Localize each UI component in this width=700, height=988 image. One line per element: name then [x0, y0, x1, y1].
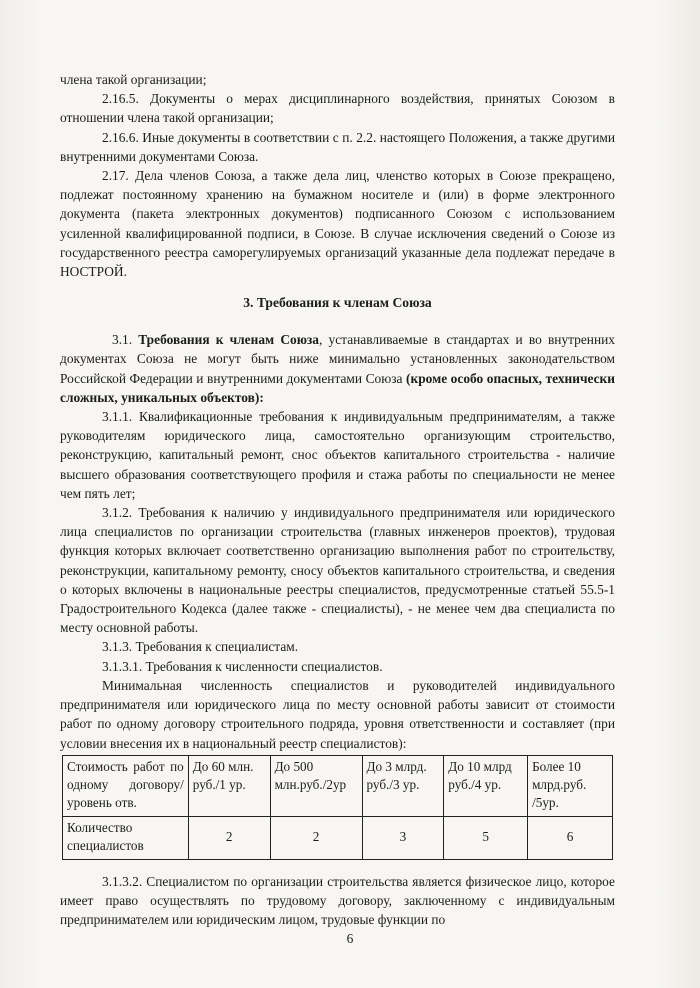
paragraph-3-1-bold-exception: (кроме особо опасных, технически сложных, уникальных объектов): [60, 370, 615, 405]
specialists-table [62, 755, 613, 860]
paragraph-2-16-5: 2.16.5. Документы о мерах дисциплинарного воздействия, принятых Союзом в отношении члена такой организации; [60, 91, 615, 126]
section-title: 3. Требования к членам Союза [243, 295, 432, 311]
table-header-cell: До 10 млрд руб./4 ур. [444, 755, 528, 816]
paragraph-2-17: 2.17. Дела членов Союза, а также дела лиц, членство которых в Союзе прекращено, подлежат постоянному хранению на бумажном носителе и (или) в форме электронного документа (пакета электронных документов) подписанного Союзом с использованием усиленной квалифицированной подписи, в Союзе. В случае исключения сведений о Союзе из государственного реестра саморегулируемых организаций указанные дела подлежат передаче в НОСТРОЙ. [60, 168, 615, 280]
table-cell: 2 [270, 816, 362, 859]
paragraph-3-1-1: 3.1.1. Квалификационные требования к индивидуальным предпринимателям, а также руководителям юридического лица, самостоятельно организующим строительство, реконструкцию, капитальный ремонт, снос объектов капитального строительства - наличие высшего образования соответствующего профиля и стажа работы по специальности не менее чем пять лет; [60, 409, 615, 501]
paragraph-3-1-number: 3.1. [112, 332, 133, 348]
paragraph-3-1-bold-title: Требования к членам Союза [138, 332, 320, 348]
paragraph-3-1-text: , устанавливаемые в стандартах и во внутренних документах Союза не могут быть ниже минимально установленных законодательством Российской Федерации и внутренними документами Союза [60, 332, 615, 386]
table-cell: 6 [528, 816, 613, 859]
table-header-cell: Стоимость работ по одному договору/ уровень отв. [63, 755, 189, 816]
paragraph-continuation: члена такой организации; [60, 72, 207, 87]
page-number: 6 [346, 931, 354, 946]
paragraph-3-1 [60, 330, 615, 407]
table-header-cell: Более 10 млрд.руб. /5ур. [528, 755, 613, 816]
table-header-cell: До 60 млн. руб./1 ур. [188, 755, 270, 816]
document-body [60, 70, 615, 929]
table-cell: 3 [362, 816, 444, 859]
paragraph-3-1-3: 3.1.3. Требования к специалистам. [102, 639, 299, 655]
paragraph-2-16-6: 2.16.6. Иные документы в соответствии с п. 2.2. настоящего Положения, а также другими внутренними документами Союза. [60, 129, 615, 164]
paragraph-min-count: Минимальная численность специалистов и руководителей индивидуального предпринимателя или юридического лица по месту основной работы зависит от стоимости работ по одному договору строительного подряда, уровня ответственности и составляет (при условии внесения их в национальный реестр специалистов): [60, 677, 615, 751]
paragraph-3-1-3-1: 3.1.3.1. Требования к численности специалистов. [102, 658, 383, 674]
table-row [63, 816, 613, 859]
paragraph-3-1-3-2: 3.1.3.2. Специалистом по организации строительства является физическое лицо, которое имеет право осуществлять по трудовому договору, заключенному с индивидуальным предпринимателем или юридическим лицом, трудовые функции по [60, 873, 615, 928]
table-header-cell: До 500 млн.руб./2ур [270, 755, 362, 816]
paragraph-3-1-2: 3.1.2. Требования к наличию у индивидуального предпринимателя или юридического лица специалистов по организации строительства (главных инженеров проектов), трудовая функция которых включает соответственно организацию выполнения работ по строительству, реконструкции, капитальному ремонту, сносу объектов капитального строительства, и сведения о которых включены в национальные реестры специалистов, предусмотренные статьей 55.5-1 Градостроительного Кодекса (далее также - специалисты), - не менее чем два специалиста по месту основной работы. [60, 505, 615, 636]
table-cell: 5 [444, 816, 528, 859]
table-header-cell: До 3 млрд. руб./3 ур. [362, 755, 444, 816]
table-row-label: Количество специалистов [63, 816, 189, 859]
table-header-row [63, 755, 613, 816]
table-cell: 2 [188, 816, 270, 859]
